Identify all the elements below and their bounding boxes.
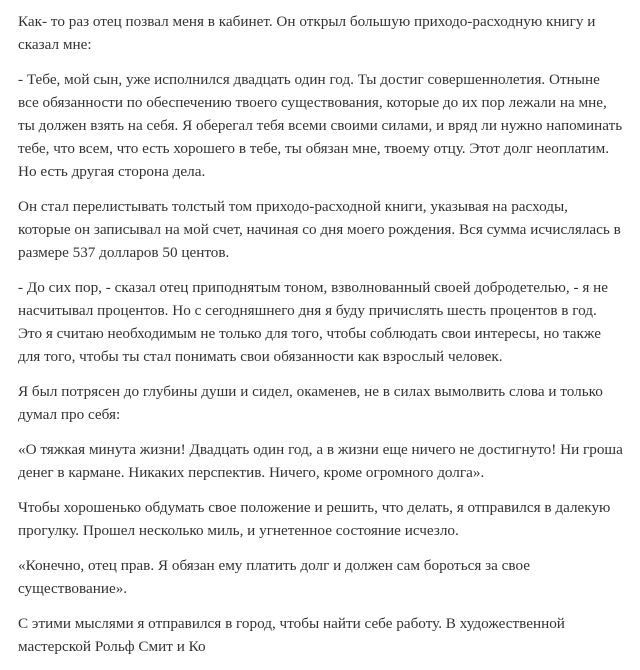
article-body (18, 10, 624, 670)
paragraph-6: «О тяжкая минута жизни! Двадцать один год, а в жизни еще ничего не достигнуто! Ни гроша денег в кармане. Никаких перспектив. Ничего, кроме огромного долга». (18, 441, 623, 481)
paragraph-1: Как- то раз отец позвал меня в кабинет. Он открыл большую приходо-расходную книгу и сказал мне: (18, 13, 596, 53)
paragraph-8: «Конечно, отец прав. Я обязан ему платить долг и должен сам бороться за свое существование». (18, 557, 531, 597)
paragraph-3: Он стал перелистывать толстый том приходо-расходной книги, указывая на расходы, которые он записывал на мой счет, начиная со дня моего рождения. Вся сумма исчислялась в размере 537 долларов 50 центов. (18, 198, 621, 261)
paragraph-4: - До сих пор, - сказал отец приподнятым тоном, взволнованный своей добродетелью, - я не насчитывал процентов. Но с сегодняшнего дня я буду причислять шесть процентов в год. Это я считаю необходимым не только для того, чтобы соблюдать свои интересы, но также для того, чтобы ты стал понимать свои обязанности как взрослый человек. (18, 279, 608, 365)
paragraph-9: С этими мыслями я отправился в город, чтобы найти себе работу. В художественной мастерской Рольф Смит и Ко (18, 615, 565, 655)
paragraph-5: Я был потрясен до глубины души и сидел, окаменев, не в силах вымолвить слова и только думал про себя: (18, 383, 603, 423)
paragraph-7: Чтобы хорошенько обдумать свое положение и решить, что делать, я отправился в далекую прогулку. Прошел несколько миль, и угнетенное состояние исчезло. (18, 499, 611, 539)
paragraph-2: - Тебе, мой сын, уже исполнился двадцать один год. Ты достиг совершеннолетия. Отныне все обязанности по обеспечению твоего существования, которые до их пор лежали на мне, ты должен взять на себя. Я оберегал тебя всеми своими силами, и вряд ли нужно напоминать тебе, что всем, что есть хорошего в тебе, ты обязан мне, твоему отцу. Этот долг неоплатим. Но есть другая сторона дела. (18, 71, 623, 180)
